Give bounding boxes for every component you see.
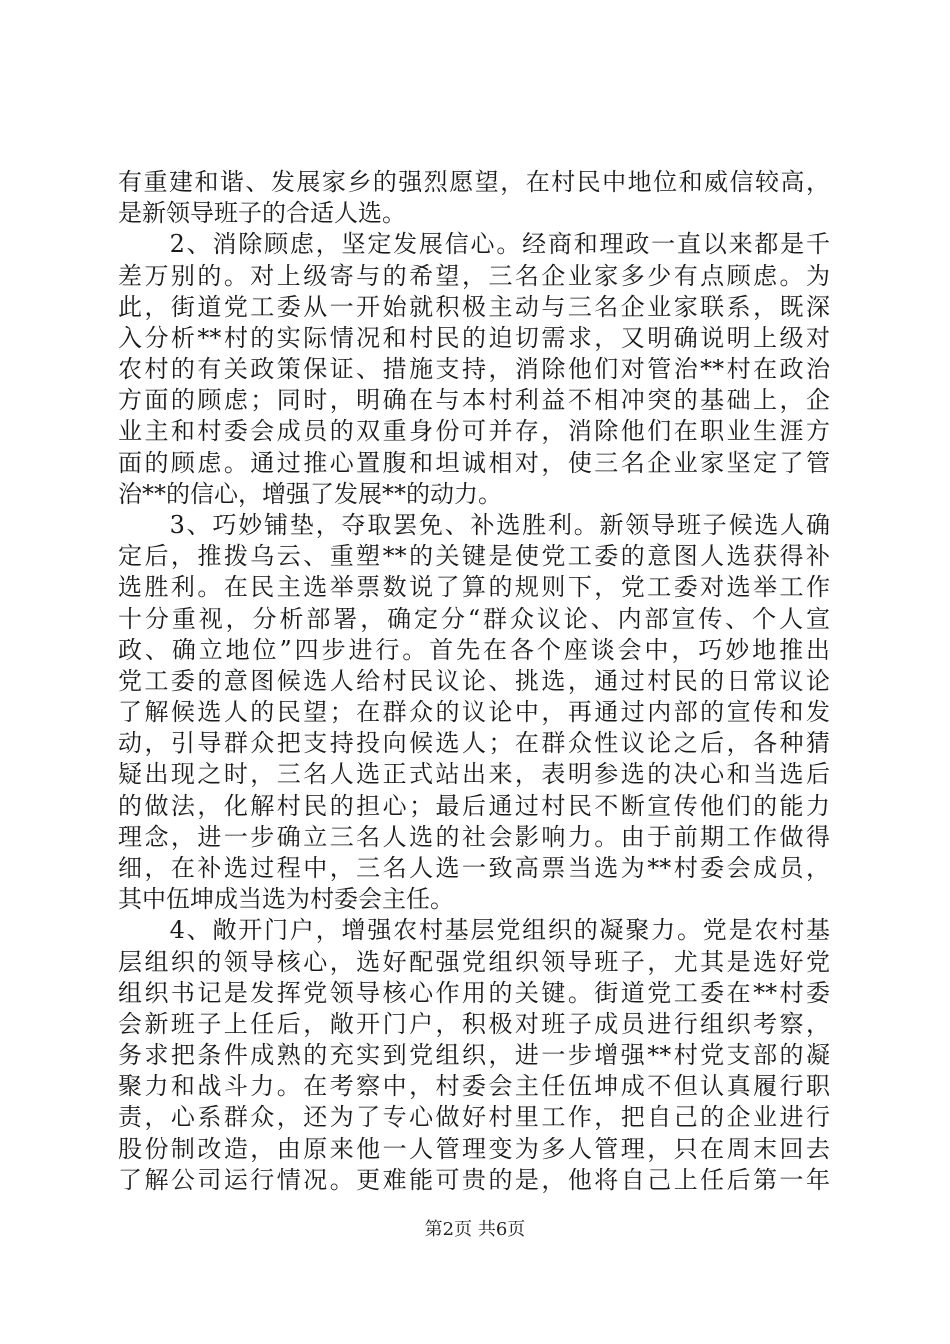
- text-line: 选胜利。在民主选举票数说了算的规则下，党工委对选举工作: [118, 573, 830, 602]
- text-line: 面的顾虑。通过推心置腹和坦诚相对，使三名企业家坚定了管: [118, 448, 830, 477]
- text-line: 责，心系群众，还为了专心做好村里工作，把自己的企业进行: [118, 1103, 830, 1132]
- page-number: 第2页 共6页: [424, 1219, 526, 1240]
- text-line: 3、巧妙铺垫，夺取罢免、补选胜利。新领导班子候选人确: [118, 511, 830, 539]
- text-line: 2、消除顾虑，坚定发展信心。经商和理政一直以来都是千: [118, 230, 830, 259]
- text-line: 定后，推拨乌云、重塑**的关键是使党工委的意图人选获得补: [118, 542, 830, 571]
- text-line: 有重建和谐、发展家乡的强烈愿望，在村民中地位和威信较高，: [118, 168, 830, 196]
- text-line: 聚力和战斗力。在考察中，村委会主任伍坤成不但认真履行职: [118, 1072, 830, 1101]
- text-line: 其中伍坤成当选为村委会主任。: [118, 885, 454, 914]
- text-line: 政、确立地位”四步进行。首先在各个座谈会中，巧妙地推出: [118, 635, 830, 664]
- text-line: 的做法，化解村民的担心；最后通过村民不断宣传他们的能力: [118, 791, 830, 820]
- text-line: 了解候选人的民望；在群众的议论中，再通过内部的宣传和发: [118, 698, 830, 727]
- text-line: 此，街道党工委从一开始就积极主动与三名企业家联系，既深: [118, 292, 830, 321]
- text-line: 4、敞开门户，增强农村基层党组织的凝聚力。党是农村基: [118, 916, 830, 945]
- text-line: 会新班子上任后，敞开门户，积极对班子成员进行组织考察，: [118, 1009, 830, 1038]
- text-line: 股份制改造，由原来他一人管理变为多人管理，只在周末回去: [118, 1134, 830, 1163]
- text-line: 层组织的领导核心，选好配强党组织领导班子，尤其是选好党: [118, 947, 830, 976]
- text-line: 十分重视，分析部署，确定分“群众议论、内部宣传、个人宣: [118, 604, 830, 633]
- text-line: 农村的有关政策保证、措施支持，消除他们对管治**村在政治: [118, 355, 830, 384]
- text-line: 差万别的。对上级寄与的希望，三名企业家多少有点顾虑。为: [118, 261, 830, 290]
- text-line: 动，引导群众把支持投向候选人；在群众性议论之后，各种猜: [118, 729, 830, 758]
- text-line: 业主和村委会成员的双重身份可并存，消除他们在职业生涯方: [118, 417, 830, 446]
- text-line: 是新领导班子的合适人选。: [118, 199, 406, 228]
- text-line: 入分析**村的实际情况和村民的迫切需求，又明确说明上级对: [118, 323, 830, 352]
- text-line: 了解公司运行情况。更难能可贵的是，他将自己上任后第一年: [118, 1165, 830, 1194]
- text-line: 疑出现之时，三名人选正式站出来，表明参选的决心和当选后: [118, 760, 830, 789]
- text-line: 务求把条件成熟的充实到党组织，进一步增强**村党支部的凝: [118, 1041, 830, 1070]
- text-line: 党工委的意图候选人给村民议论、挑选，通过村民的日常议论: [118, 666, 830, 695]
- text-line: 方面的顾虑；同时，明确在与本村利益不相冲突的基础上，企: [118, 386, 830, 415]
- text-line: 治**的信心，增强了发展**的动力。: [118, 479, 502, 508]
- text-line: 组织书记是发挥党领导核心作用的关键。街道党工委在**村委: [118, 978, 830, 1007]
- text-line: 细，在补选过程中，三名人选一致高票当选为**村委会成员，: [118, 854, 830, 882]
- text-line: 理念，进一步确立三名人选的社会影响力。由于前期工作做得: [118, 822, 830, 851]
